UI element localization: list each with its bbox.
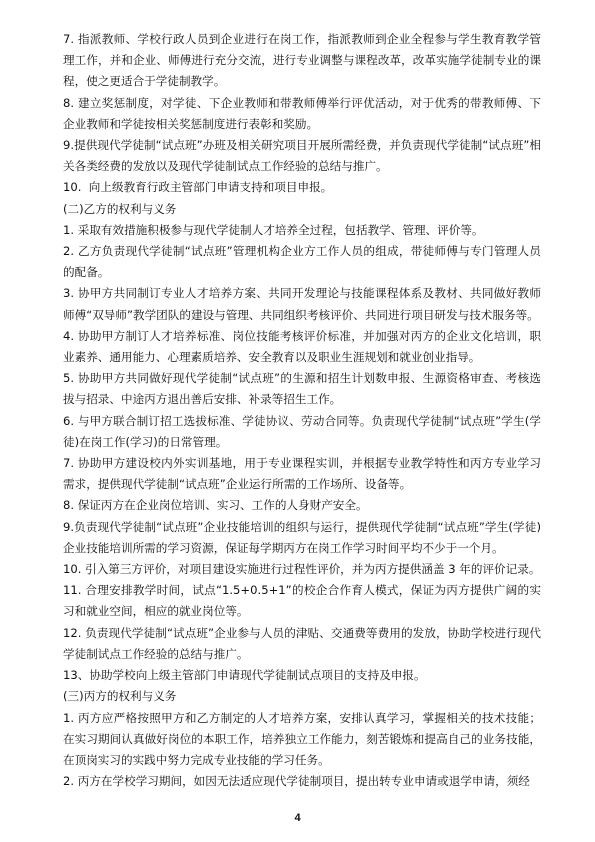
paragraph-b3: 3. 协甲方共同制订专业人才培养方案、共同开发理论与技能课程体系及教材、共同做好教师师傅“双导师”教学团队的建设与管理、共同组织考核评价、共同进行项目研发与技术服务等。	[63, 286, 541, 322]
paragraph-b8: 8. 保证丙方在企业岗位培训、实习、工作的人身财产安全。	[63, 498, 368, 513]
paragraph-a8: 8. 建立奖惩制度，对学徒、下企业教师和带教师傅举行评优活动，对于优秀的带教师傅、下企业教师和学徒按相关奖惩制度进行表彰和奖励。	[63, 95, 541, 131]
paragraph-a10: 10. 向上级教育行政主管部门申请支持和项目申报。	[63, 180, 333, 195]
paragraph-b4: 4. 协助甲方制订人才培养标准、岗位技能考核评价标准，并加强对丙方的企业文化培训，职业素养、通用能力、心理素质培养、安全教育以及职业生涯规划和就业创业指导。	[63, 328, 541, 365]
page-number: 4	[294, 812, 301, 824]
paragraph-b6: 6. 与甲方联合制订招工选拔标准、学徒协议、劳动合同等。负责现代学徒制“试点班”学生(学徒)在岗工作(学习)的日常管理。	[63, 413, 541, 449]
document-body	[63, 29, 541, 792]
paragraph-b7: 7. 协助甲方建设校内外实训基地，用于专业课程实训，并根据专业教学特性和丙方专业学习需求，提供现代学徒制“试点班”企业运行所需的工作场所、设备等。	[63, 456, 541, 492]
paragraph-b11: 11. 合理安排教学时间，试点“1.5+0.5+1”的校企合作育人模式，保证为丙方提供广阔的实习和就业空间，相应的就业岗位等。	[63, 583, 541, 619]
paragraph-a9: 9.提供现代学徒制“试点班”办班及相关研究项目开展所需经费，并负责现代学徒制“试点班”相关各类经费的发放以及现代学徒制试点工作经验的总结与推广。	[63, 138, 541, 174]
section-heading-party-c: (三)丙方的权利与义务	[63, 689, 177, 704]
paragraph-b2: 2. 乙方负责现代学徒制“试点班”管理机构企业方工作人员的组成，带徒师傅与专门管理人员的配备。	[63, 244, 541, 280]
paragraph-b13: 13、协助学校向上级主管部门申请现代学徒制试点项目的支持及申报。	[63, 668, 426, 683]
section-heading-party-b: (二)乙方的权利与义务	[63, 201, 177, 216]
paragraph-a7: 7. 指派教师、学校行政人员到企业进行在岗工作，指派教师到企业全程参与学生教育教学管理工作，并和企业、师傅进行充分交流，进行专业调整与课程改革，改革实施学徒制专业的课程，使之更适合于学徒制教学。	[63, 32, 541, 89]
paragraph-b12: 12. 负责现代学徒制“试点班”企业参与人员的津贴、交通费等费用的发放，协助学校进行现代学徒制试点工作经验的总结与推广。	[63, 625, 541, 661]
paragraph-b10: 10. 引入第三方评价，对项目建设实施进行过程性评价，并为丙方提供涵盖 3 年的评价记录。	[63, 562, 541, 577]
paragraph-b1: 1. 采取有效措施积极参与现代学徒制人才培养全过程，包括教学、管理、评价等。	[63, 222, 484, 237]
paragraph-c2: 2. 丙方在学校学习期间，如因无法适应现代学徒制项目，提出转专业申请或退学申请，须经	[63, 774, 530, 789]
paragraph-c1: 1. 丙方应严格按照甲方和乙方制定的人才培养方案，安排认真学习，掌握相关的技术技能；在实习期间认真做好岗位的本职工作，培养独立工作能力，刻苦锻炼和提高自己的业务技能，在顶岗实习的实践中努力完成专业技能的学习任务。	[63, 710, 541, 767]
paragraph-b5: 5. 协助甲方共同做好现代学徒制“试点班”的生源和招生计划数申报、生源资格审查、考核选拔与招录、中途丙方退出善后安排、补录等招生工作。	[63, 371, 541, 407]
paragraph-b9: 9.负责现代学徒制“试点班”企业技能培训的组织与运行，提供现代学徒制“试点班”学生(学徒)企业技能培训所需的学习资源，保证每学期丙方在岗工作学习时间平均不少于一个月。	[63, 519, 541, 555]
